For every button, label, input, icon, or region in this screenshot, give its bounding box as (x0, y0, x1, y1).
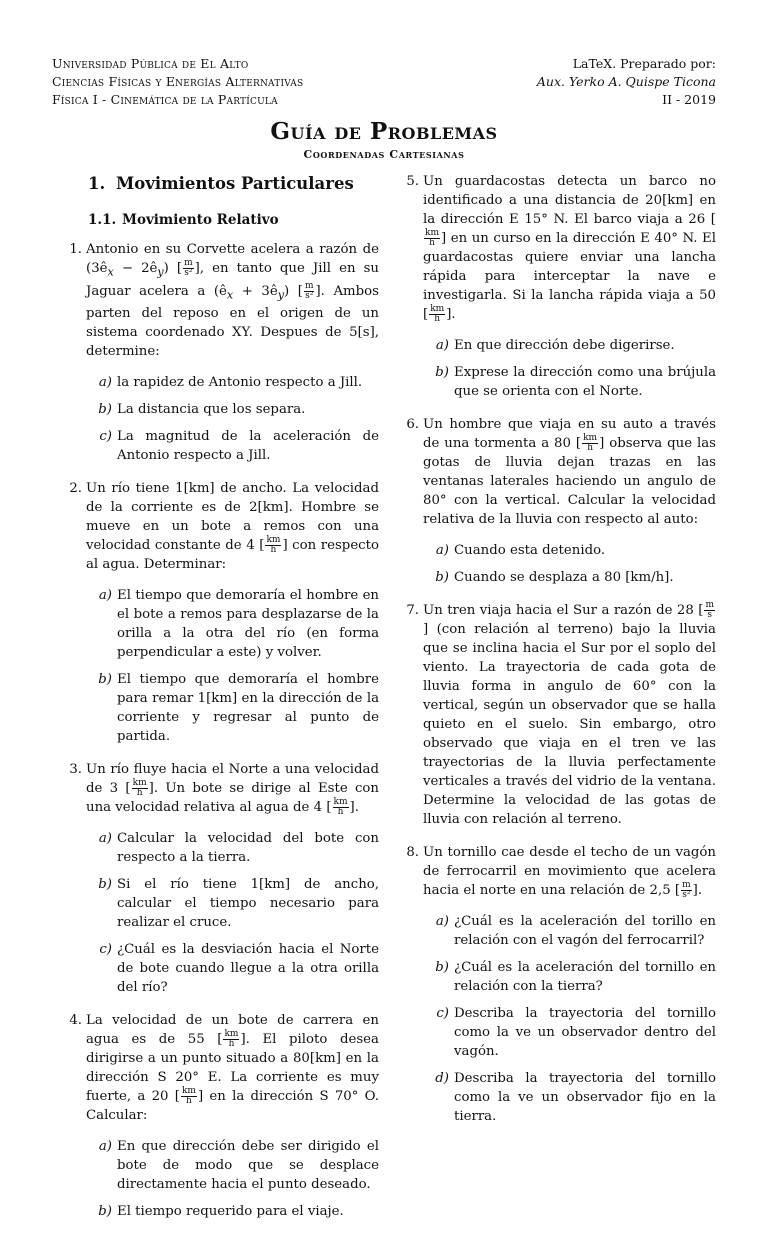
subsection-title: Movimiento Relativo (122, 212, 279, 228)
subquestion-label: b) (98, 877, 112, 893)
subquestion-label: b) (435, 365, 449, 380)
unit-fraction (681, 881, 692, 900)
problem-text: ]. (349, 800, 359, 816)
problem-text: ], en tanto que Jill en su Jaguar acelera a (ê (86, 261, 379, 299)
unit-fraction (132, 779, 148, 798)
fraction-denominator: h (587, 443, 593, 453)
fraction-numerator: km (430, 304, 445, 314)
fraction-denominator: s (707, 610, 713, 620)
subquestion-list (86, 373, 379, 465)
subsection-heading (88, 211, 379, 230)
subquestion-label: d) (435, 1071, 449, 1086)
fraction-denominator: h (228, 1039, 235, 1050)
subquestion-label: b) (98, 672, 112, 688)
problem-number: 4. (69, 1013, 82, 1029)
subquestion-list (423, 541, 716, 587)
subquestion (423, 363, 716, 401)
subquestion (86, 940, 379, 997)
fraction-denominator: h (186, 1096, 192, 1107)
problem-text: Antonio en su Corvette acelera a razón de (3ê (86, 242, 379, 276)
unit-fraction (223, 1030, 239, 1049)
fraction-numerator: m (184, 258, 193, 268)
subquestion (86, 586, 379, 662)
subquestion (86, 1202, 379, 1221)
subsection-number: 1.1. (88, 212, 117, 228)
fraction-numerator: km (181, 1086, 196, 1097)
subquestion-label: b) (98, 402, 112, 418)
subquestion-text: La distancia que los separa. (117, 402, 306, 418)
subquestion (423, 958, 716, 996)
header-institution (52, 55, 303, 109)
problem-number: 6. (406, 417, 419, 432)
problem-text: Un río tiene 1[km] de ancho. La velocidad de la corriente es de 2[km]. Hombre se mueve en un bote a remos con una velocidad constante de 4 [ (86, 481, 379, 554)
fraction-numerator: km (132, 778, 147, 789)
problem-text: Un hombre que viaja en su auto a través de una tormenta a 80 [ (423, 417, 716, 451)
header-course: Física I - Cinemática de la Partícula (52, 92, 278, 107)
fraction-numerator: m (304, 280, 314, 291)
page-title: Guía de Problemas (270, 118, 498, 145)
subquestion-list (86, 829, 379, 997)
unit-fraction (429, 305, 445, 324)
problem-item (389, 843, 716, 1126)
problem-number: 8. (406, 845, 419, 860)
subquestion-label: a) (435, 338, 449, 353)
unit-vector-subscript: y (157, 265, 164, 279)
problem-text: Un tornillo cae desde el techo de un vagón de ferrocarril en movimiento que acelera hacia el norte en una relación de 2,5 [ (423, 845, 716, 898)
subquestion-label: b) (98, 1204, 112, 1220)
unit-fraction (183, 259, 194, 278)
subquestion-label: c) (99, 942, 112, 958)
subquestion-text: En que dirección debe digerirse. (454, 338, 675, 353)
fraction-denominator: h (434, 314, 441, 324)
problem-statement (423, 415, 716, 529)
subquestion-text: La magnitud de la aceleración de Antonio respecto a Jill. (117, 429, 379, 464)
subquestion (423, 1004, 716, 1061)
subquestion (423, 541, 716, 560)
problem-text: ]. Un bote se dirige al Este con una velocidad relativa al agua de 4 [ (86, 781, 379, 816)
header-term: II - 2019 (662, 92, 716, 107)
fraction-denominator: h (270, 545, 277, 556)
problem-item (389, 601, 716, 829)
problem-text: ] observa que las gotas de lluvia dejan trazas en las ventanas laterales haciendo un angulo de 80° con la vertical. Calcular la velocidad relativa de la lluvia con respecto al auto: (423, 436, 716, 527)
problem-statement (86, 240, 379, 361)
subquestion (86, 373, 379, 392)
problem-text: ] (con relación al terreno) bajo la lluvia que se inclina hacia el Sur por el soplo del viento. La trayectoria de cada gota de lluvia forma in angulo de 60° con la vertical, según un observador que se halla quieto en el suelo. Sin embargo, otro observado que viaja en el tren ve las trayectorias de la lluvia perfectamente verticales a través del vidrio de la ventana. Determine la velocidad de las gotas de lluvia con relación al terreno. (423, 622, 716, 827)
subquestion (423, 568, 716, 587)
left-column (52, 172, 379, 1235)
problem-text: ] en un curso en la dirección E 40° N. El guardacostas quiere enviar una lancha rápida para interceptar la nave e investigarla. Si la lancha rápida viaja a 50 [ (423, 231, 716, 322)
problem-statement (86, 479, 379, 574)
section-number: 1. (88, 174, 106, 193)
problem-item (52, 760, 379, 997)
subquestion-text: la rapidez de Antonio respecto a Jill. (117, 375, 363, 391)
fraction-denominator: h (136, 788, 143, 799)
subquestion (86, 875, 379, 932)
fraction-numerator: km (224, 1029, 239, 1040)
unit-vector-subscript: y (277, 288, 284, 302)
right-column (389, 172, 716, 1235)
section-heading (88, 174, 379, 193)
problem-item (389, 172, 716, 401)
subquestion-label: b) (435, 570, 449, 585)
unit-fraction (333, 798, 349, 817)
unit-fraction (265, 536, 281, 555)
subquestion-label: c) (436, 1006, 449, 1021)
problem-text: ] en la dirección S 70° O. Calcular: (86, 1089, 379, 1124)
problem-text: ]. (446, 307, 456, 322)
problem-text: − 2ê (113, 261, 158, 276)
header-university: Universidad Pública de El Alto (52, 56, 249, 71)
subquestion (423, 912, 716, 950)
fraction-denominator: s² (184, 268, 193, 278)
problem-text: Un río fluye hacia el Norte a una velocidad de 3 [ (86, 762, 379, 797)
subquestion-text: Si el río tiene 1[km] de ancho, calcular el tiempo necesario para realizar el cruce. (117, 877, 379, 931)
header-author: Aux. Yerko A. Quispe Ticona (536, 74, 716, 89)
subquestion-text: ¿Cuál es la desviación hacia el Norte de bote cuando llegue a la otra orilla del río? (117, 942, 379, 996)
subquestion-label: c) (99, 429, 112, 445)
problem-text: ] con respecto al agua. Determinar: (86, 538, 379, 573)
subquestion (86, 829, 379, 867)
subquestion-list (86, 1137, 379, 1221)
subquestion-label: b) (435, 960, 449, 975)
problem-text: ]. El piloto desea dirigirse a un punto situado a 80[km] en la dirección S 20° E. La corriente es muy fuerte, a 20 [ (86, 1032, 379, 1105)
problem-text: Un guardacostas detecta un barco no identificado a una distancia de 20[km] en la dirección E 15° N. El barco viaja a 26 [ (423, 174, 716, 227)
title-block (0, 118, 768, 161)
unit-fraction (424, 229, 440, 248)
problem-text: ]. (692, 883, 703, 898)
problem-number: 2. (69, 481, 82, 497)
problem-item (52, 240, 379, 465)
subquestion-text: Cuando esta detenido. (454, 543, 606, 558)
subquestion-list (423, 336, 716, 401)
subquestion (86, 670, 379, 746)
fraction-numerator: km (425, 228, 439, 238)
problem-statement (423, 601, 716, 829)
page-subtitle: Coordenadas Cartesianas (303, 148, 465, 161)
problem-text: Un tren viaja hacia el Sur a razón de 28 [ (423, 603, 704, 618)
header-author-block (537, 55, 716, 109)
fraction-numerator: km (266, 535, 281, 546)
subquestion-label: a) (435, 914, 449, 929)
subquestion-text: Exprese la dirección como una brújula que se orienta con el Norte. (454, 365, 716, 399)
subquestion-text: ¿Cuál es la aceleración del torillo en relación con el vagón del ferrocarril? (454, 914, 716, 948)
subquestion-text: En que dirección debe ser dirigido el bote de modo que se desplace directamente hacia el punto deseado. (117, 1139, 379, 1193)
header-prepared-by: LaTeX. Preparado por: (572, 56, 716, 71)
problem-number: 3. (69, 762, 82, 778)
subquestion-list (423, 912, 716, 1126)
problem-number: 7. (406, 603, 419, 618)
fraction-denominator: s² (305, 290, 314, 301)
problem-text: ) [ (284, 283, 303, 299)
fraction-numerator: m (705, 600, 714, 610)
subquestion-text: Cuando se desplaza a 80 [km/h]. (454, 570, 674, 585)
subquestion (423, 336, 716, 355)
subquestion-text: Describa la trayectoria del tornillo como la ve un observador dentro del vagón. (454, 1006, 716, 1059)
unit-vector-subscript: x (226, 288, 234, 302)
problem-number: 5. (406, 174, 419, 189)
problem-text: La velocidad de un bote de carrera en agua es de 55 [ (86, 1013, 379, 1048)
unit-vector-subscript: x (107, 265, 114, 279)
subquestion-label: a) (98, 831, 112, 847)
problem-statement (423, 843, 716, 900)
two-column-body (52, 172, 716, 1235)
subquestion-list (86, 586, 379, 746)
problem-text: + 3ê (233, 283, 278, 299)
problem-item (52, 1011, 379, 1221)
subquestion-text: El tiempo que demoraría el hombre para remar 1[km] en la dirección de la corriente y regresar al punto de partida. (117, 672, 379, 745)
problems-left (52, 240, 379, 1221)
subquestion-text: ¿Cuál es la aceleración del tornillo en relación con la tierra? (454, 960, 716, 994)
fraction-numerator: m (682, 880, 691, 890)
subquestion-text: Calcular la velocidad del bote con respecto a la tierra. (117, 831, 379, 866)
subquestion-text: Describa la trayectoria del tornillo como la ve un observador fijo en la tierra. (454, 1071, 716, 1124)
subquestion-label: a) (98, 588, 112, 604)
header-faculty: Ciencias Físicas y Energías Alternativas (52, 74, 304, 89)
subquestion (86, 1137, 379, 1194)
fraction-numerator: km (333, 797, 348, 808)
fraction-denominator: s² (682, 890, 691, 900)
subquestion (86, 427, 379, 465)
problem-item (389, 415, 716, 587)
unit-fraction (582, 434, 598, 453)
section-title: Movimientos Particulares (116, 174, 354, 193)
problem-text: ) [ (163, 261, 183, 276)
problem-number: 1. (69, 242, 82, 257)
fraction-numerator: km (583, 433, 598, 443)
problem-item (52, 479, 379, 746)
subquestion-label: a) (98, 1139, 112, 1155)
subquestion-text: El tiempo que demoraría el hombre en el bote a remos para desplazarse de la orilla a la otra del río (en forma perpendicular a este) y volver. (117, 588, 379, 661)
unit-fraction (181, 1087, 197, 1106)
subquestion (86, 400, 379, 419)
problem-text: ]. Ambos parten del reposo en el origen de un sistema coordenado XY. Despues de 5[s], determine: (86, 283, 379, 360)
problem-statement (423, 172, 716, 324)
subquestion-text: El tiempo requerido para el viaje. (117, 1204, 344, 1220)
fraction-denominator: h (429, 238, 435, 248)
problem-statement (86, 760, 379, 817)
fraction-denominator: h (337, 807, 344, 818)
unit-fraction (304, 282, 315, 301)
unit-fraction (704, 601, 715, 620)
subquestion-label: a) (98, 375, 112, 391)
subquestion (423, 1069, 716, 1126)
problem-statement (86, 1011, 379, 1125)
subquestion-label: a) (435, 543, 449, 558)
